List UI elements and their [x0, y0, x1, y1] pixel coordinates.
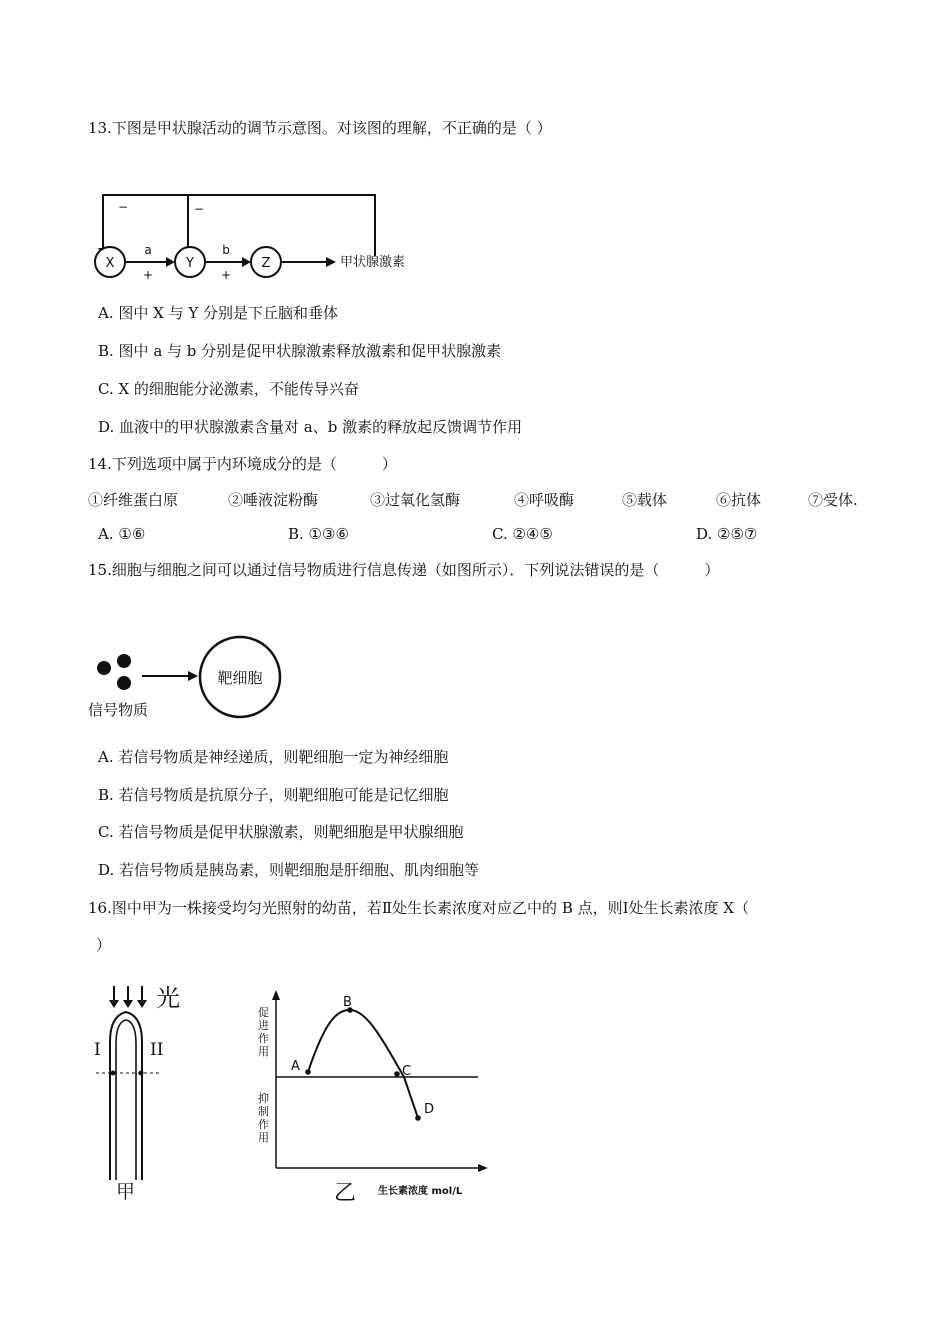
signal-molecule-dot — [117, 654, 131, 668]
output-label: 甲状腺激素 — [340, 255, 406, 270]
q14-option-c[interactable]: C. ②④⑤ — [492, 525, 553, 543]
q13-option-d[interactable]: D. 血液中的甲状腺激素含量对 a、b 激素的释放起反馈调节作用 — [98, 418, 523, 436]
q15-option-c[interactable]: C. 若信号物质是促甲状腺激素，则靶细胞是甲状腺细胞 — [98, 823, 464, 841]
node-x-label: X — [105, 256, 115, 271]
side-i-label: I — [94, 1040, 101, 1060]
point-c — [394, 1071, 400, 1077]
graph-caption: 乙 — [334, 1181, 357, 1204]
q14-item-1: ①纤维蛋白原 — [88, 491, 179, 509]
q16-stem-line2: ） — [96, 936, 112, 954]
plus-b: + — [220, 268, 232, 282]
arrow-output — [326, 257, 336, 267]
point-d — [415, 1115, 421, 1121]
node-y-label: Y — [186, 256, 194, 271]
signal-molecule-dot — [97, 661, 111, 675]
q13-option-c[interactable]: C. X 的细胞能分泌激素，不能传导兴奋 — [98, 380, 359, 398]
q13-option-b[interactable]: B. 图中 a 与 b 分别是促甲状腺激素释放激素和促甲状腺激素 — [98, 342, 502, 360]
q15-option-d[interactable]: D. 若信号物质是胰岛素，则靶细胞是肝细胞、肌肉细胞等 — [98, 861, 480, 879]
minus-2: − — [194, 202, 205, 216]
side-ii-label: II — [150, 1040, 164, 1060]
seedling-inner — [116, 1020, 136, 1180]
q14-option-d[interactable]: D. ②⑤⑦ — [696, 525, 758, 543]
arrow-a — [166, 257, 175, 267]
q14-item-7: ⑦受体. — [808, 491, 858, 509]
thyroid-regulation-diagram — [88, 186, 428, 286]
seedling-caption: 甲 — [116, 1181, 136, 1202]
minus-1: − — [118, 200, 129, 214]
node-z-label: Z — [261, 256, 271, 271]
point-i-dot — [111, 1071, 116, 1076]
signal-transduction-diagram — [84, 634, 294, 726]
graph-xlabel: 生长素浓度 mol/L — [378, 1186, 463, 1197]
signal-label: 信号物质 — [88, 701, 149, 719]
promote-label: 促进作用 — [258, 1006, 269, 1058]
q14-option-b[interactable]: B. ①③⑥ — [288, 525, 349, 543]
signal-molecule-dot — [117, 676, 131, 690]
q13-stem: 13.下图是甲状腺活动的调节示意图。对该图的理解，不正确的是（ ） — [88, 119, 552, 137]
point-c-label: C — [402, 1064, 412, 1079]
point-ii-dot — [139, 1071, 144, 1076]
target-cell-label: 靶细胞 — [217, 669, 263, 687]
q15-stem: 15.细胞与细胞之间可以通过信号物质进行信息传递（如图所示）．下列说法错误的是（ ） — [88, 561, 720, 579]
plus-a: + — [142, 268, 154, 282]
q14-stem: 14.下列选项中属于内环境成分的是（ ） — [88, 455, 397, 473]
point-b-label: B — [343, 995, 352, 1010]
arrow-b — [242, 257, 251, 267]
point-a-label: A — [291, 1059, 300, 1074]
light-label: 光 — [156, 984, 180, 1012]
light-arrows — [109, 986, 147, 1008]
q14-item-3: ③过氧化氢酶 — [370, 491, 461, 509]
q14-item-5: ⑤载体 — [622, 491, 668, 509]
q15-option-b[interactable]: B. 若信号物质是抗原分子，则靶细胞可能是记忆细胞 — [98, 786, 449, 804]
q16-stem-line1: 16.图中甲为一株接受均匀光照射的幼苗，若Ⅱ处生长素浓度对应乙中的 B 点，则Ⅰ处生长素浓度 X（ — [88, 899, 749, 917]
point-d-label: D — [424, 1102, 435, 1117]
signal-arrow — [188, 671, 198, 681]
auxin-effect-graph — [246, 988, 498, 1204]
seedling-diagram — [86, 980, 198, 1202]
q14-item-4: ④呼吸酶 — [514, 491, 575, 509]
q13-option-a[interactable]: A. 图中 X 与 Y 分别是下丘脑和垂体 — [98, 304, 339, 322]
inhibit-label: 抑制作用 — [258, 1092, 269, 1144]
q15-option-a[interactable]: A. 若信号物质是神经递质，则靶细胞一定为神经细胞 — [98, 748, 449, 766]
q14-item-6: ⑥抗体 — [716, 491, 762, 509]
seedling-outer — [110, 1012, 142, 1180]
q14-item-2: ②唾液淀粉酶 — [228, 491, 319, 509]
point-a — [305, 1069, 311, 1075]
q14-option-a[interactable]: A. ①⑥ — [98, 525, 146, 543]
label-b: b — [222, 243, 230, 257]
label-a: a — [144, 243, 152, 257]
